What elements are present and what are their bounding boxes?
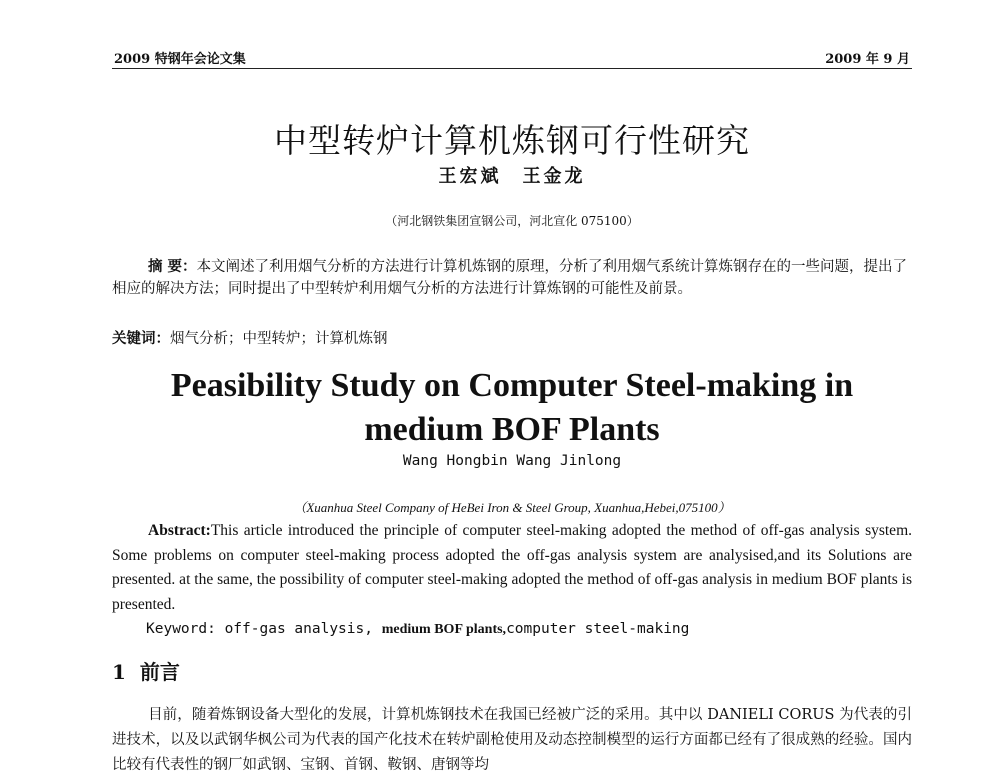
keywords-cn <box>112 327 912 348</box>
abstract-cn <box>112 256 912 300</box>
section-body <box>112 703 912 778</box>
keywords-cn-label: 关键词： <box>112 330 170 347</box>
authors-en: Wang Hongbin Wang Jinlong <box>402 453 622 469</box>
running-header <box>112 44 912 69</box>
abstract-en <box>112 519 912 617</box>
keywords-en-tail: computer steel-making <box>506 621 690 637</box>
title-en-line-2: medium BOF Plants <box>364 411 660 448</box>
header-proceedings-name: 2009 特钢年会论文集 <box>114 52 246 67</box>
title-en-line-1: Peasibility Study on Computer Steel-making in <box>170 367 854 404</box>
abstract-cn-text: 本文阐述了利用烟气分析的方法进行计算机炼钢的原理，分析了利用烟气系统计算炼钢存在的一些问题，提出了相应的解决方法；同时提出了中型转炉利用烟气分析的方法进行计算炼钢的可能性及前景。 <box>112 259 908 297</box>
abstract-cn-label: 摘 要： <box>148 258 197 275</box>
keywords-en <box>146 621 916 638</box>
affiliation-en: （Xuanhua Steel Company of HeBei Iron & Steel Group, Xuanhua,Hebei,075100） <box>293 500 731 515</box>
section-body-text: 目前，随着炼钢设备大型化的发展，计算机炼钢技术在我国已经被广泛的采用。其中以 DANIELI CORUS 为代表的引进技术，以及以武钢华枫公司为代表的国产化技术在转炉副枪使用及动态控制模型的运行方面都已经有了很成熟的经验。国内比较有代表性的钢厂如武钢、宝钢、首钢、鞍钢、唐钢等均 <box>112 707 912 773</box>
section-heading <box>112 656 180 685</box>
keywords-en-label: Keyword: off-gas analysis, <box>146 621 373 637</box>
keywords-en-bold: medium BOF plants, <box>381 622 507 637</box>
title-en <box>112 364 912 452</box>
section-number: 1 <box>112 660 126 684</box>
affiliation-cn: （河北钢铁集团宣钢公司，河北宣化 075100） <box>385 214 639 228</box>
section-title: 前言 <box>139 660 180 684</box>
abstract-en-text: This article introduced the principle of computer steel-making adopted the method of off-gas analysis system. Some problems on computer steel-making process adopted the off-gas analysis system are analysised,and its Solutions are presented. at the same, the possibility of computer steel-making adopted the method of off-gas analysis in medium BOF plants is presented. <box>112 522 912 613</box>
abstract-en-label: Abstract: <box>148 522 211 539</box>
authors-cn: 王宏斌 王金龙 <box>438 166 586 187</box>
title-cn: 中型转炉计算机炼钢可行性研究 <box>274 121 750 160</box>
keywords-cn-text: 烟气分析；中型转炉；计算机炼钢 <box>170 331 388 347</box>
header-date: 2009 年 9 月 <box>825 52 910 67</box>
